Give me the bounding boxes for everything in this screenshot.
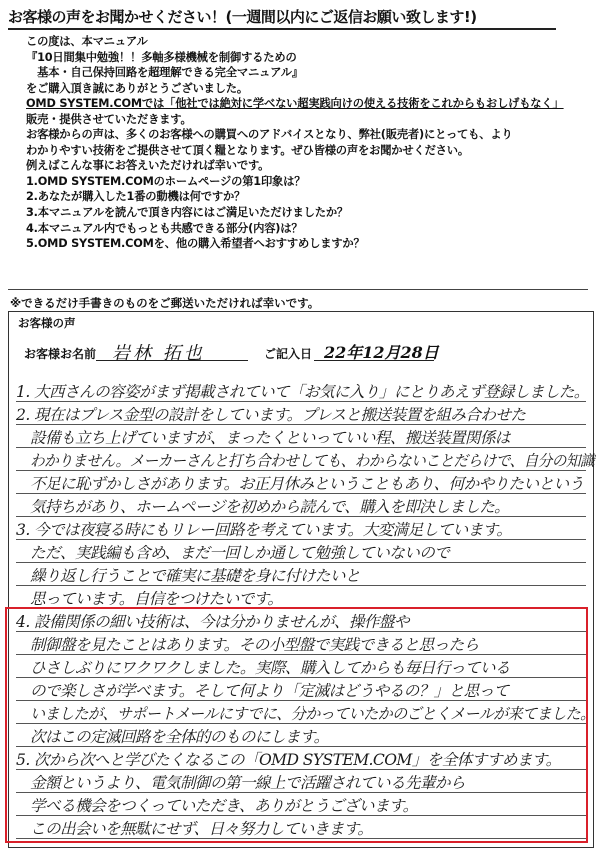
entry-date: 22年12月28日 [324, 343, 439, 362]
form-title: お客様の声をお聞かせください！(一週間以内にご返信お願い致します!) [8, 8, 477, 26]
name-label: お客様お名前 [24, 347, 97, 361]
intro-line: 例えばこんな事にお答えいただければ幸いです。 [26, 159, 270, 173]
question-4: 4.本マニュアル内でもっとも共感できる部分(内容)は？ [26, 221, 303, 235]
intro-line: この度は、本マニュアル [26, 35, 148, 48]
handwritten-line: 繰り返し行うことで確実に基礎を身に付けたいと [30, 567, 360, 585]
intro-line: をご購入頂き誠にありがとうございました。 [26, 81, 248, 95]
handwritten-line: ので楽しさが学べます。そして何より「定滅はどうやるの？」と思って [30, 682, 509, 700]
voice-label: お客様の声 [18, 316, 76, 330]
name-date-row [24, 341, 584, 363]
handwritten-line: 気持ちがあり、ホームページを初めから読んで、購入を即決しました。 [30, 498, 510, 516]
handwritten-line: 設備も立ち上げていますが、まったくといっていい程、搬送装置関係は [30, 429, 510, 447]
question-2: 2.あなたが購入した1番の動機は何ですか？ [26, 190, 246, 204]
handwritten-line: 5. 次から次へと学びたくなるこの「OMD SYSTEM.COM」を全体すすめます。 [16, 751, 561, 769]
question-1: 1.OMD SYSTEM.COMのホームページの第1印象は？ [26, 174, 306, 188]
handwritten-line: 思っています。自信をつけたいです。 [30, 590, 283, 608]
intro-line: 『10日間集中勉強！！多軸多様機械を制御するための [26, 50, 297, 64]
question-5: 5.OMD SYSTEM.COMを、他の購入希望者へおすすめしますか？ [26, 237, 365, 251]
handwritten-line: わかりません。メーカーさんと打ち合わせしても、わからないことだらけで、自分の知識 [30, 452, 595, 470]
handwritten-line: 次はこの定滅回路を全体的のものにします。 [30, 728, 329, 746]
intro-text [26, 34, 586, 252]
handwritten-line: 1. 大西さんの容姿がまず掲載されていて「お気に入り」にとりあえず登録しました。 [16, 383, 589, 401]
handwritten-line: 不足に恥ずかしさがあります。お正月休みということもあり、何かやりたいという [30, 475, 584, 493]
highlight-frame [5, 607, 588, 843]
handwriting-note: ※できるだけ手書きのものをご郵送いただければ幸いです。 [10, 296, 320, 310]
date-underline [314, 360, 434, 361]
intro-line: お客様からの声は、多くのお客様への購買へのアドバイスとなり、弊社(販売者)にとっても、より [26, 128, 513, 142]
section-divider [8, 289, 588, 290]
title-underline [8, 28, 556, 30]
handwritten-line: 3. 今では夜寝る時にもリレー回路を考えています。大変満足しています。 [16, 521, 512, 539]
customer-name: 岩林 拓也 [112, 343, 205, 364]
handwritten-line: いましたが、サポートメールにすでに、分かっていたかのごとくメールが来てました。 [30, 705, 595, 723]
intro-line: わかりやすい技術をご提供させて頂く糧となります。ぜひ皆様の声をお聞かせください。 [26, 143, 469, 157]
intro-line: 基本・自己保持回路を超理解できる完全マニュアル』 [26, 66, 303, 80]
date-label: ご記入日 [264, 347, 313, 361]
handwritten-line: ひさしぶりにワクワクしました。実際、購入してからも毎日行っている [30, 659, 510, 677]
handwritten-line: 制御盤を見たことはあります。その小型盤で実践できると思ったら [30, 636, 479, 654]
handwritten-line: ただ、実践編も含め、まだ一回しか通して勉強していないので [30, 544, 450, 562]
handwritten-line: 金額というより、電気制御の第一線上で活躍されている先輩から [30, 774, 465, 792]
handwritten-line: この出会いを無駄にせず、日々努力していきます。 [30, 820, 373, 838]
name-underline [96, 360, 248, 361]
handwritten-line: 2. 現在はプレス金型の設計をしています。プレスと搬送装置を組み合わせた [16, 406, 526, 424]
intro-line: OMD SYSTEM.COMでは「他社では絶対に学べない超実践向けの使える技術をこれからもおしげもなく」 [26, 97, 564, 111]
intro-line: 販売・提供させていただきます。 [26, 112, 192, 126]
handwritten-line: 4. 設備関係の細い技術は、今は分かりませんが、操作盤や [16, 613, 409, 631]
question-3: 3.本マニュアルを読んで頂き内容にはご満足いただけましたか？ [26, 206, 349, 220]
handwritten-line: 学べる機会をつくっていただき、ありがとうございます。 [30, 797, 418, 815]
